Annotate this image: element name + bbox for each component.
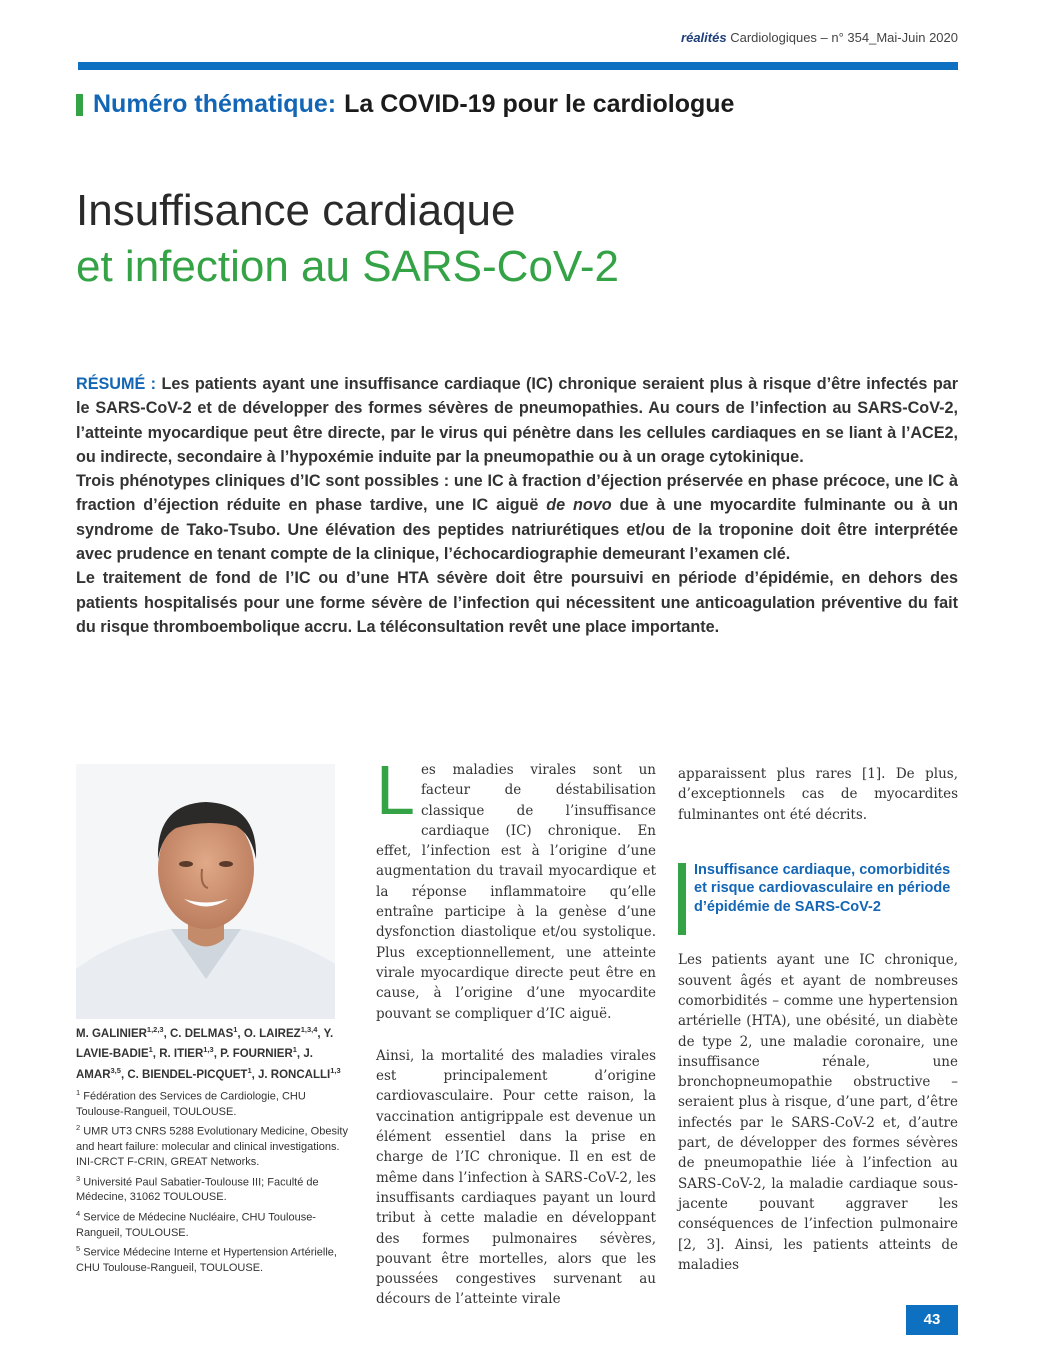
- subheading-text: Insuffisance cardiaque, comorbidités et risque cardiovasculaire en période d’épidémie de SARS-CoV-2: [694, 861, 951, 915]
- journal-name: réalités: [681, 30, 727, 45]
- abstract: [76, 372, 958, 639]
- author-3: O. LAIREZ: [243, 1027, 301, 1040]
- abstract-text-2a: Trois phénotypes cliniques d’IC sont possibles : une IC à fraction d’éjection préservée en phase précoce, une IC à fraction d’éjection réduite en phase tardive, une IC aiguë: [76, 472, 958, 515]
- subheading: [678, 861, 958, 917]
- affiliation-num: 1: [76, 1088, 81, 1098]
- body-para-3: apparaissent plus rares [1]. De plus, d’exceptionnels cas de myocardites fulminantes ont été décrits.: [678, 766, 958, 823]
- body-para-4: Les patients ayant une IC chronique, souvent âgés et ayant de nombreuses comorbidités – comme une hypertension artérielle (HTA), une obésité, un diabète de type 2, une maladie coronaire, une insuffisance rénale, une bronchopneumopathie obstructive – seraient plus à risque, d’une part, d’être infectés par le SARS-CoV-2 et, d’autre part, de développer des formes sévères de pneumopathie liée à l’infection au SARS-CoV-2, la maladie cardiaque sous-jacente pouvant aggraver les conséquences de l’infection pulmonaire [2, 3]. Ainsi, les patients atteints de maladies: [678, 952, 958, 1273]
- author-2-sup: 1: [233, 1025, 238, 1034]
- affiliation-num: 3: [76, 1173, 81, 1183]
- abstract-text-2b: due à une myocardite fulminante ou à un syndrome de Tako-Tsubo. Une élévation des peptides natriurétiques et/ou de la troponine doit être interprétée avec prudence en tenant compte de la clinique, l’échocardiographie demeurant l’examen clé.: [76, 496, 958, 564]
- abstract-label: RÉSUMÉ :: [76, 375, 157, 393]
- affiliation: [76, 1171, 356, 1206]
- author-3-sup: 1,3,4: [300, 1025, 318, 1034]
- affiliation-text: Service Médecine Interne et Hypertension Artérielle, CHU Toulouse-Rangueil, TOULOUSE.: [76, 1246, 337, 1274]
- abstract-para-2: [76, 469, 958, 566]
- abstract-para-3: Le traitement de fond de l’IC ou d’une HTA sévère doit être poursuivi en période d’épidémie, en dehors des patients hospitalisés pour une forme sévère de l’infection qui nécessitent une anticoagulation préventive du fait du risque thromboembolique accru. La téléconsultation revêt une place importante.: [76, 569, 958, 636]
- page-number: 43: [906, 1305, 958, 1335]
- author-photo: [76, 764, 335, 1019]
- author-1-sup: 1,2,3: [146, 1025, 164, 1034]
- author-6: P. FOURNIER: [220, 1048, 293, 1061]
- author-2: C. DELMAS: [170, 1027, 234, 1040]
- affiliation-num: 4: [76, 1208, 81, 1218]
- affiliation-num: 5: [76, 1243, 81, 1253]
- header-rule: [78, 62, 958, 70]
- affiliation: [76, 1120, 356, 1170]
- author-6-sup: 1: [292, 1045, 297, 1055]
- author-7: J. AMAR: [76, 1048, 313, 1081]
- issue-info: Cardiologiques – n° 354_Mai-Juin 2020: [730, 30, 958, 45]
- affiliation: [76, 1241, 356, 1276]
- author-names: M. GALINIER$^{1,2,3}$, C. DELMAS$^1$, O. LAIREZ$^{1,3,4}$, Y. LAVIE-BADIE$^1$, R. ITIER$^{1,3}$, P. FOURNIER$^1$, J. AMAR$^{3,5}$, C. BIENDEL-PICQUET$^1$, J. RONCALLI$^{1,3}$: [76, 1025, 341, 1081]
- affiliation: [76, 1085, 356, 1120]
- author-4: Y. LAVIE-BADIE: [76, 1027, 334, 1061]
- body-para-2: Ainsi, la mortalité des maladies virales est principalement d’origine cardiovasculaire. Pour cette raison, la vaccination antigrippale est devenue un élément essentiel dans la prise en charge de l’IC chronique. Il en est de même dans l’infection à SARS-CoV-2, les insuffisants cardiaques payant un lourd tribut à cette maladie en développant des formes pulmonaires sévères, pouvant être mortelles, alors que les poussées congestives survenant au décours de l’atteinte virale: [376, 1047, 656, 1308]
- affiliation-text: UMR UT3 CNRS 5288 Evolutionary Medicine, Obesity and heart failure: molecular and clinical investigations. INI-CRCT F-CRIN, GREAT Networks.: [76, 1125, 348, 1169]
- affiliation-num: 2: [76, 1123, 81, 1133]
- author-8-sup: 1: [247, 1065, 252, 1075]
- article-title-line1: Insuffisance cardiaque: [76, 186, 516, 235]
- banner-prefix: Numéro thématique:: [93, 90, 337, 118]
- running-header: [681, 30, 958, 45]
- affiliation-text: Fédération des Services de Cardiologie, CHU Toulouse-Rangueil, TOULOUSE.: [76, 1090, 306, 1119]
- affiliation-text: Université Paul Sabatier-Toulouse III; Faculté de Médecine, 31062 TOULOUSE.: [76, 1176, 319, 1204]
- banner-marker: [76, 94, 83, 116]
- author-5-sup: 1,3: [203, 1045, 214, 1055]
- body-text-1: es maladies virales sont un facteur de déstabilisation classique de l’insuffisance cardiaque (IC) chronique. En effet, l’infection est à l’origine d’une augmentation du travail myocardique et la réponse inflammatoire qu’elle entraîne participe à la genèse d’une dysfonction diastolique et/ou systolique. Plus exceptionnellement, une atteinte virale myocardique directe peut être en cause, à l’origine d’une myocardite pouvant se compliquer d’IC aiguë.: [376, 762, 656, 1022]
- author-4-sup: 1: [148, 1045, 153, 1055]
- authors-block: [76, 1022, 356, 1276]
- body-column-right: [678, 764, 958, 1275]
- affiliation: [76, 1206, 356, 1241]
- abstract-italic: de novo: [546, 496, 612, 515]
- abstract-text-1: Les patients ayant une insuffisance cardiaque (IC) chronique seraient plus à risque d’être infectés par le SARS-CoV-2 et de développer des formes sévères de pneumopathies. Au cours de l’infection au SARS-CoV-2, l’atteinte myocardique peut être directe, par le virus qui pénètre dans les cellules cardiaques en se liant à l’ACE2, ou indirecte, secondaire à l’hypoxémie induite par la pneumopathie ou à un orage cytokinique.: [76, 375, 959, 466]
- section-banner: [76, 90, 734, 119]
- author-1: M. GALINIER: [76, 1027, 147, 1040]
- author-5: R. ITIER: [159, 1048, 204, 1061]
- author-9: J. RONCALLI: [258, 1068, 331, 1081]
- affiliation-text: Service de Médecine Nucléaire, CHU Toulouse-Rangueil, TOULOUSE.: [76, 1211, 316, 1239]
- author-9-sup: 1,3: [330, 1065, 341, 1075]
- body-para-1: [376, 751, 656, 1024]
- abstract-para-1: [76, 372, 958, 469]
- body-column-middle: [376, 751, 656, 1310]
- article-title-line2: et infection au SARS-CoV-2: [76, 242, 619, 291]
- banner-topic: La COVID-19 pour le cardiologue: [344, 90, 735, 118]
- subheading-bar: [678, 863, 686, 935]
- author-7-sup: 3,5: [110, 1065, 121, 1075]
- author-8: C. BIENDEL-PICQUET: [127, 1068, 248, 1081]
- drop-cap: L: [376, 751, 415, 829]
